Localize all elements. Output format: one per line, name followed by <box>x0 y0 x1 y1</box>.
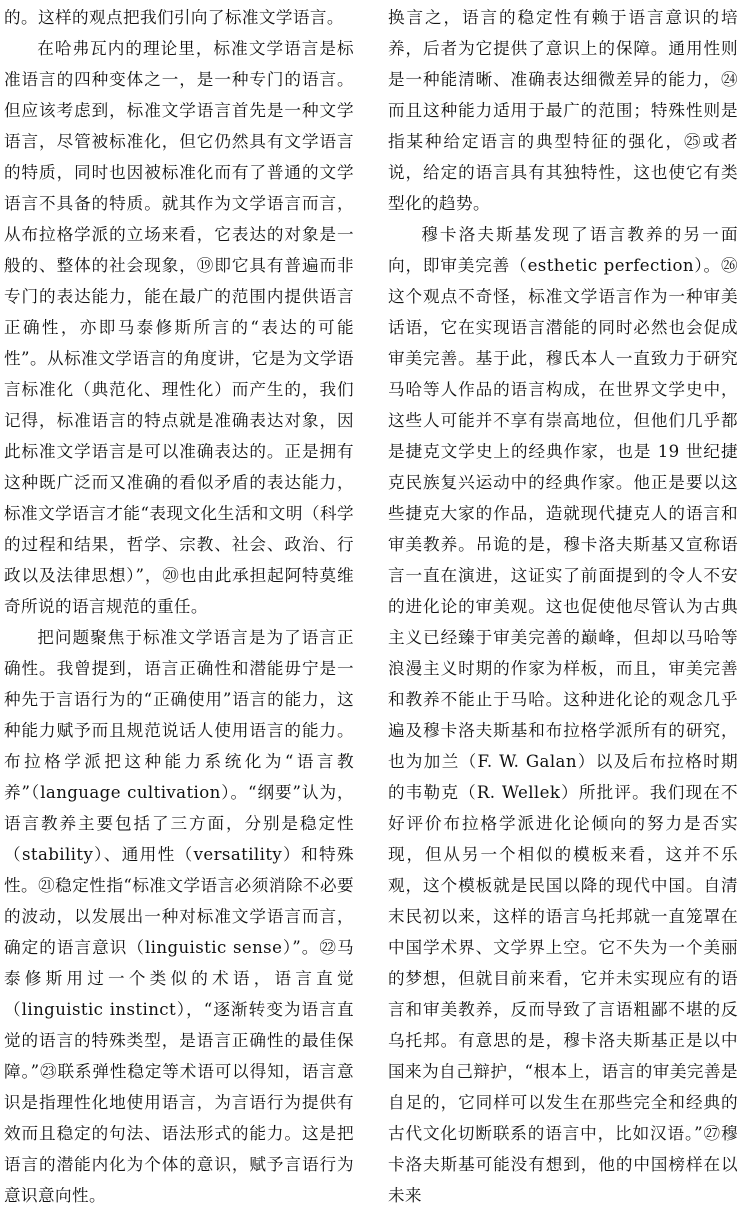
paragraph: 在哈弗瓦内的理论里，标准文学语言是标准语言的四种变体之一，是一种专门的语言。但应该考虑到，标准文学语言首先是一种文学语言，尽管被标准化，但它仍然具有文学语言的特质，同时也因被标准化而有了普通的文学语言不具备的特质。就其作为文学语言而言，从布拉格学派的立场来看，它表达的对象是一般的、整体的社会现象，⑲即它具有普遍而非专门的表达能力，能在最广的范围内提供语言正确性，亦即马泰修斯所言的“表达的可能性”。从标准文学语言的角度讲，它是为文学语言标准化（典范化、理性化）而产生的，我们记得，标准语言的特点就是准确表达对象，因此标准文学语言是可以准确表达的。正是拥有这种既广泛而又准确的看似矛盾的表达能力，标准文学语言才能“表现文化生活和文明（科学的过程和结果，哲学、宗教、社会、政治、行政以及法律思想）”，⑳也由此承担起阿特莫维奇所说的语言规范的重任。 <box>4 39 354 616</box>
paragraph: 的。这样的观点把我们引向了标准文学语言。 <box>4 8 344 27</box>
right-column <box>388 2 738 1205</box>
paragraph: 换言之，语言的稳定性有赖于语言意识的培养，后者为它提供了意识上的保障。通用性则是一种能清晰、准确表达细微差异的能力，㉔而且这种能力适用于最广的范围；特殊性则是指某种给定语言的典型特征的强化，㉕或者说，给定的语言具有其独特性，这也使它有类型化的趋势。 <box>388 8 738 213</box>
left-column <box>4 2 354 1205</box>
paragraph: 穆卡洛夫斯基发现了语言教养的另一面向，即审美完善（esthetic perfection）。㉖这个观点不奇怪，标准文学语言作为一种审美话语，它在实现语言潜能的同时必然也会促成审美完善。基于此，穆氏本人一直致力于研究马哈等人作品的语言构成，在世界文学史中，这些人可能并不享有崇高地位，但他们几乎都是捷克文学史上的经典作家，也是 19 世纪捷克民族复兴运动中的经典作家。他正是要以这些捷克大家的作品，造就现代捷克人的语言和审美教养。吊诡的是，穆卡洛夫斯基又宣称语言一直在演进，这证实了前面提到的令人不安的进化论的审美观。这也促使他尽管认为古典主义已经臻于审美完善的巅峰，但却以马哈等浪漫主义时期的作家为样板，而且，审美完善和教养不能止于马哈。这种进化论的观念几乎遍及穆卡洛夫斯基和布拉格学派所有的研究，也为加兰（F. W. Galan）以及后布拉格时期的韦勒克（R. Wellek）所批评。我们现在不好评价布拉格学派进化论倾向的努力是否实现，但从另一个相似的模板来看，这并不乐观，这个模板就是民国以降的现代中国。自清末民初以来，这样的语言乌托邦就一直笼罩在中国学术界、文学界上空。它不失为一个美丽的梦想，但就目前来看，它并未实现应有的语言和审美教养，反而导致了言语粗鄙不堪的反乌托邦。有意思的是，穆卡洛夫斯基正是以中国来为自己辩护，“根本上，语言的审美完善是自足的，它同样可以发生在那些完全和经典的古代文化切断联系的语言中，比如汉语。”㉗穆卡洛夫斯基可能没有想到，他的中国榜样在以未来 <box>388 225 738 1205</box>
paragraph: 把问题聚焦于标准文学语言是为了语言正确性。我曾提到，语言正确性和潜能毋宁是一种先于言语行为的“正确使用”语言的能力，这种能力赋予而且规范说话人使用语言的能力。布拉格学派把这种能力系统化为“语言教养”（language cultivation）。“纲要”认为，语言教养主要包括了三方面，分别是稳定性（stability）、通用性（versatility）和特殊性。㉑稳定性指“标准文学语言必须消除不必要的波动，以发展出一种对标准文学语言而言，确定的语言意识（linguistic sense）”。㉒马泰修斯用过一个类似的术语，语言直觉（linguistic instinct），“逐渐转变为语言直觉的语言的特殊类型，是语言正确性的最佳保障。”㉓联系弹性稳定等术语可以得知，语言意识是指理性化地使用语言，为言语行为提供有效而且稳定的句法、语法形式的能力。这是把语言的潜能内化为个体的意识，赋予言语行为意识意向性。 <box>4 628 354 1205</box>
